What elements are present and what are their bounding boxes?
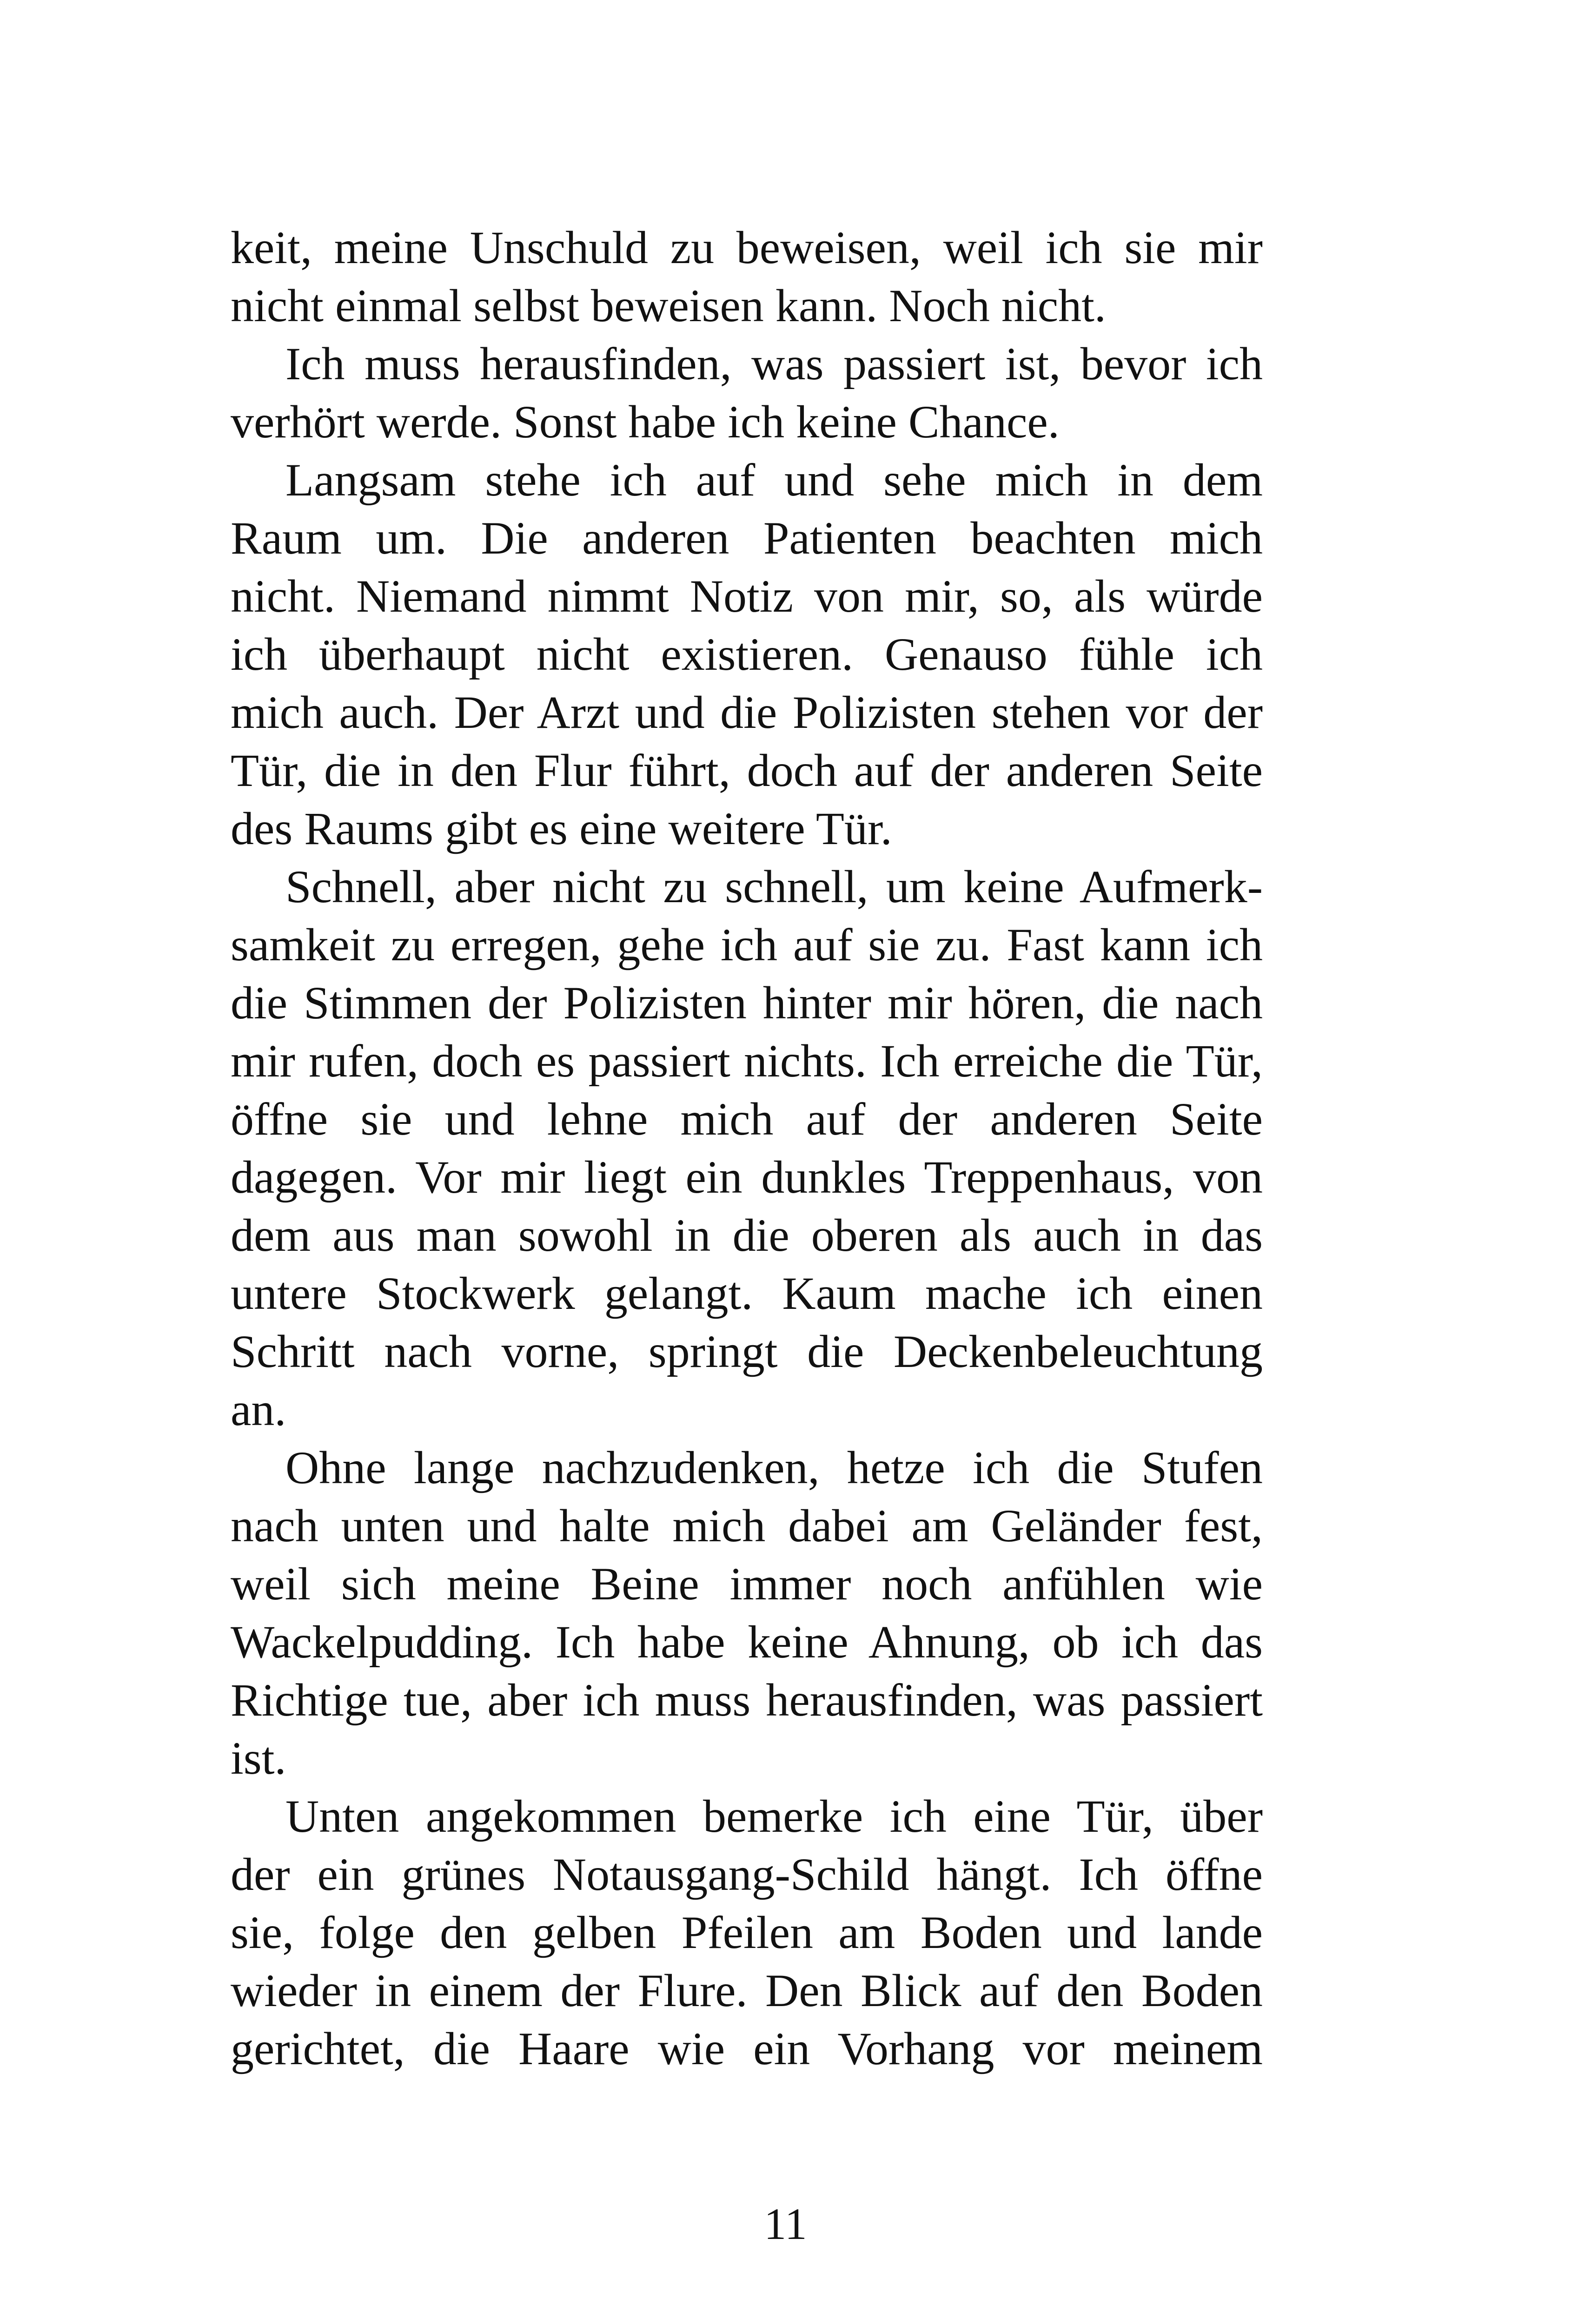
text-line: weil sich meine Beine immer noch anfühlen wie (231, 1558, 1263, 1610)
text-line: Langsam stehe ich auf und sehe mich in dem (285, 454, 1263, 506)
paragraph (231, 1787, 1263, 2078)
text-line: Ohne lange nachzudenken, hetze ich die Stufen (285, 1442, 1263, 1493)
text-line: sie, folge den gelben Pfeilen am Boden und lande (231, 1907, 1263, 1958)
text-line: untere Stockwerk gelangt. Kaum mache ich einen (231, 1268, 1263, 1319)
text-line: Richtige tue, aber ich muss herausfinden, was passiert (231, 1674, 1263, 1726)
text-line: ist. (231, 1732, 286, 1784)
text-line: nicht einmal selbst beweisen kann. Noch nicht. (231, 280, 1106, 331)
text-line: Schritt nach vorne, springt die Deckenbeleuchtung (231, 1326, 1263, 1377)
text-line: nach unten und halte mich dabei am Geländer fest, (231, 1500, 1263, 1552)
text-line: Schnell, aber nicht zu schnell, um keine Aufmerk- (285, 861, 1263, 912)
paragraph (231, 858, 1263, 1439)
text-line: Ich muss herausfinden, was passiert ist, bevor ich (285, 338, 1263, 390)
text-line: nicht. Niemand nimmt Notiz von mir, so, als würde (231, 570, 1263, 622)
text-line: öffne sie und lehne mich auf der anderen Seite (231, 1093, 1263, 1145)
paragraph (231, 335, 1263, 451)
text-line: gerichtet, die Haare wie ein Vorhang vor meinem (231, 2023, 1263, 2074)
text-line: dem aus man sowohl in die oberen als auch in das (231, 1209, 1263, 1261)
text-line: an. (231, 1384, 286, 1435)
text-line: Wackelpudding. Ich habe keine Ahnung, ob ich das (231, 1616, 1263, 1668)
body-text (231, 218, 1263, 2078)
paragraph (231, 451, 1263, 858)
text-line: samkeit zu erregen, gehe ich auf sie zu. Fast kann ich (231, 919, 1263, 971)
text-line: des Raums gibt es eine weitere Tür. (231, 803, 892, 854)
text-line: ich überhaupt nicht existieren. Genauso fühle ich (231, 628, 1263, 680)
page-number: 11 (764, 2199, 807, 2249)
text-line: Unten angekommen bemerke ich eine Tür, über (285, 1790, 1263, 1842)
text-line: mich auch. Der Arzt und die Polizisten stehen vor der (231, 687, 1263, 738)
text-line: mir rufen, doch es passiert nichts. Ich erreiche die Tür, (231, 1035, 1263, 1087)
text-line: keit, meine Unschuld zu beweisen, weil ich sie mir (231, 222, 1263, 273)
text-line: verhört werde. Sonst habe ich keine Chance. (231, 396, 1060, 448)
text-line: die Stimmen der Polizisten hinter mir hören, die nach (231, 977, 1263, 1029)
text-line: wieder in einem der Flure. Den Blick auf den Boden (231, 1965, 1263, 2016)
text-line: Raum um. Die anderen Patienten beachten mich (231, 512, 1263, 564)
text-line: dagegen. Vor mir liegt ein dunkles Treppenhaus, von (231, 1151, 1263, 1203)
paragraph (231, 218, 1263, 335)
paragraph (231, 1439, 1263, 1787)
text-line: Tür, die in den Flur führt, doch auf der anderen Seite (231, 745, 1263, 796)
text-line: der ein grünes Notausgang-Schild hängt. Ich öffne (231, 1849, 1263, 1900)
